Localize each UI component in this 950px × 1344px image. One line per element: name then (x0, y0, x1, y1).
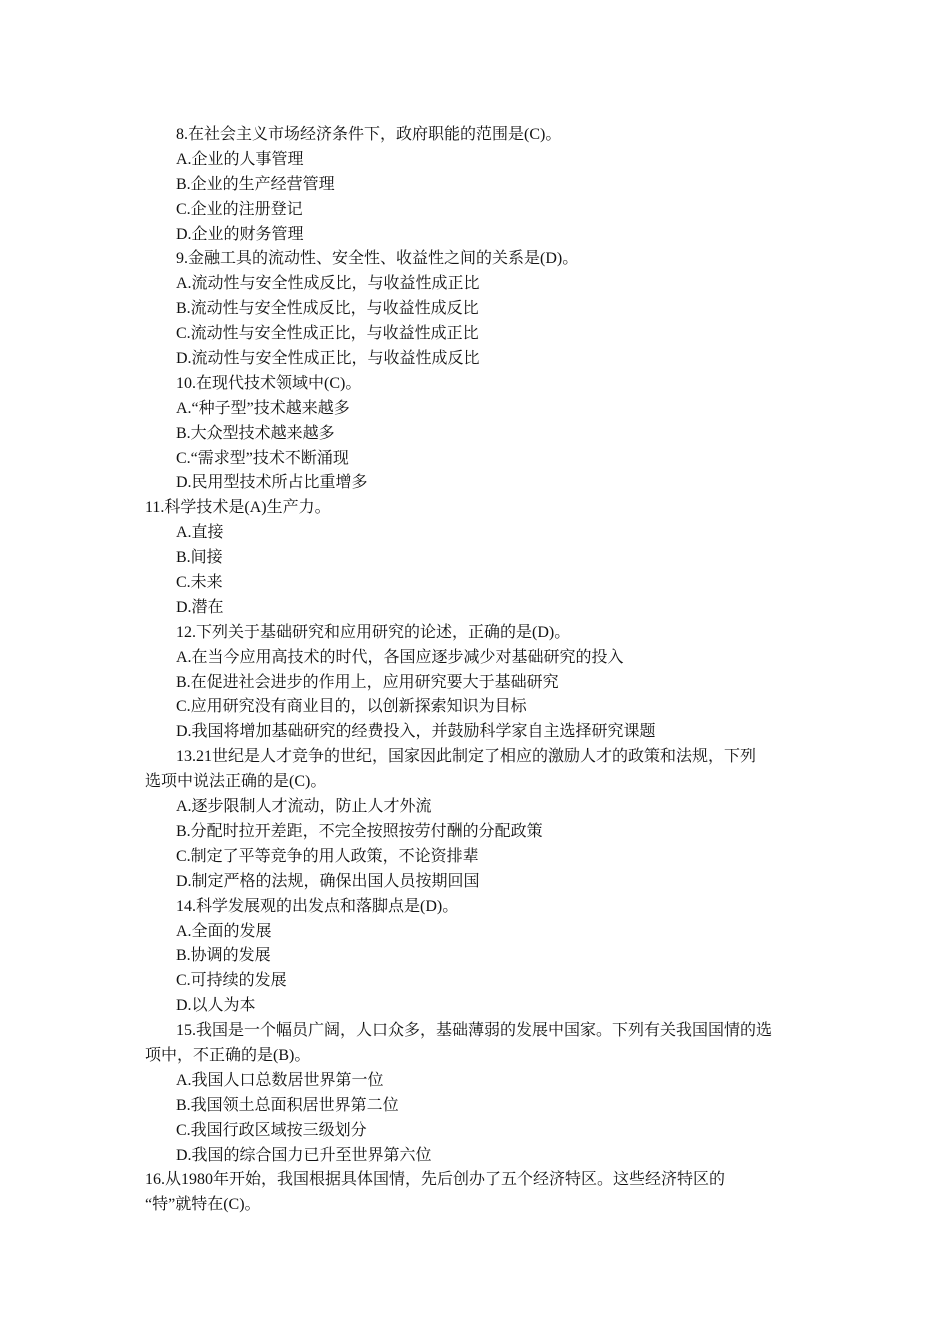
answer-option-line: C.企业的注册登记 (176, 200, 303, 218)
answer-option-line: C.应用研究没有商业目的，以创新探索知识为目标 (176, 698, 527, 716)
answer-option-line: B.企业的生产经营管理 (176, 175, 335, 193)
answer-option-line: C.制定了平等竞争的用人政策，不论资排辈 (176, 847, 479, 865)
answer-option-line: C.“需求型”技术不断涌现 (176, 449, 349, 467)
answer-option-line: D.流动性与安全性成正比，与收益性成反比 (176, 350, 480, 368)
answer-option-line: B.我国领土总面积居世界第二位 (176, 1096, 399, 1114)
answer-option-line: D.以人为本 (176, 997, 256, 1015)
question-line: 14.科学发展观的出发点和落脚点是(D)。 (176, 897, 459, 915)
answer-option-line: A.全面的发展 (176, 922, 272, 940)
answer-option-line: B.流动性与安全性成反比，与收益性成反比 (176, 300, 479, 318)
answer-option-line: D.我国将增加基础研究的经费投入，并鼓励科学家自主选择研究课题 (176, 723, 656, 741)
answer-option-line: A.在当今应用高技术的时代，各国应逐步减少对基础研究的投入 (176, 648, 624, 666)
question-line: 13.21世纪是人才竞争的世纪，国家因此制定了相应的激励人才的政策和法规，下列 (176, 748, 757, 766)
answer-option-line: D.民用型技术所占比重增多 (176, 474, 368, 492)
question-line: 8.在社会主义市场经济条件下，政府职能的范围是(C)。 (176, 126, 562, 143)
answer-option-line: D.企业的财务管理 (176, 225, 304, 243)
question-line: 9.金融工具的流动性、安全性、收益性之间的关系是(D)。 (176, 250, 579, 268)
question-line: 15.我国是一个幅员广阔，人口众多，基础薄弱的发展中国家。下列有关我国国情的选 (176, 1022, 773, 1040)
answer-option-line: D.潜在 (176, 598, 224, 616)
answer-option-line: D.制定严格的法规，确保出国人员按期回国 (176, 872, 480, 890)
answer-option-line: C.流动性与安全性成正比，与收益性成正比 (176, 325, 479, 343)
document-body (145, 123, 825, 1218)
answer-option-line: A.流动性与安全性成反比，与收益性成正比 (176, 275, 480, 293)
question-line: 10.在现代技术领域中(C)。 (176, 374, 362, 392)
question-line: 选项中说法正确的是(C)。 (145, 773, 327, 791)
answer-option-line: A.逐步限制人才流动，防止人才外流 (176, 798, 432, 816)
answer-option-line: C.我国行政区域按三级划分 (176, 1121, 367, 1139)
answer-option-line: B.协调的发展 (176, 947, 271, 965)
answer-option-line: B.间接 (176, 549, 223, 567)
answer-option-line: A.企业的人事管理 (176, 150, 304, 168)
question-line: 项中，不正确的是(B)。 (145, 1046, 311, 1064)
answer-option-line: C.可持续的发展 (176, 972, 287, 990)
question-line: 12.下列关于基础研究和应用研究的论述，正确的是(D)。 (176, 623, 571, 641)
question-line: “特”就特在(C)。 (145, 1196, 261, 1214)
answer-option-line: B.大众型技术越来越多 (176, 424, 335, 442)
answer-option-line: A.我国人口总数居世界第一位 (176, 1071, 384, 1089)
question-line: 11.科学技术是(A)生产力。 (145, 499, 331, 517)
answer-option-line: D.我国的综合国力已升至世界第六位 (176, 1146, 432, 1164)
question-line: 16.从1980年开始，我国根据具体国情，先后创办了五个经济特区。这些经济特区的 (145, 1171, 726, 1189)
answer-option-line: A.“种子型”技术越来越多 (176, 399, 350, 417)
answer-option-line: A.直接 (176, 524, 224, 542)
answer-option-line: B.分配时拉开差距，不完全按照按劳付酬的分配政策 (176, 822, 543, 840)
answer-option-line: B.在促进社会进步的作用上，应用研究要大于基础研究 (176, 673, 559, 691)
answer-option-line: C.未来 (176, 574, 223, 592)
